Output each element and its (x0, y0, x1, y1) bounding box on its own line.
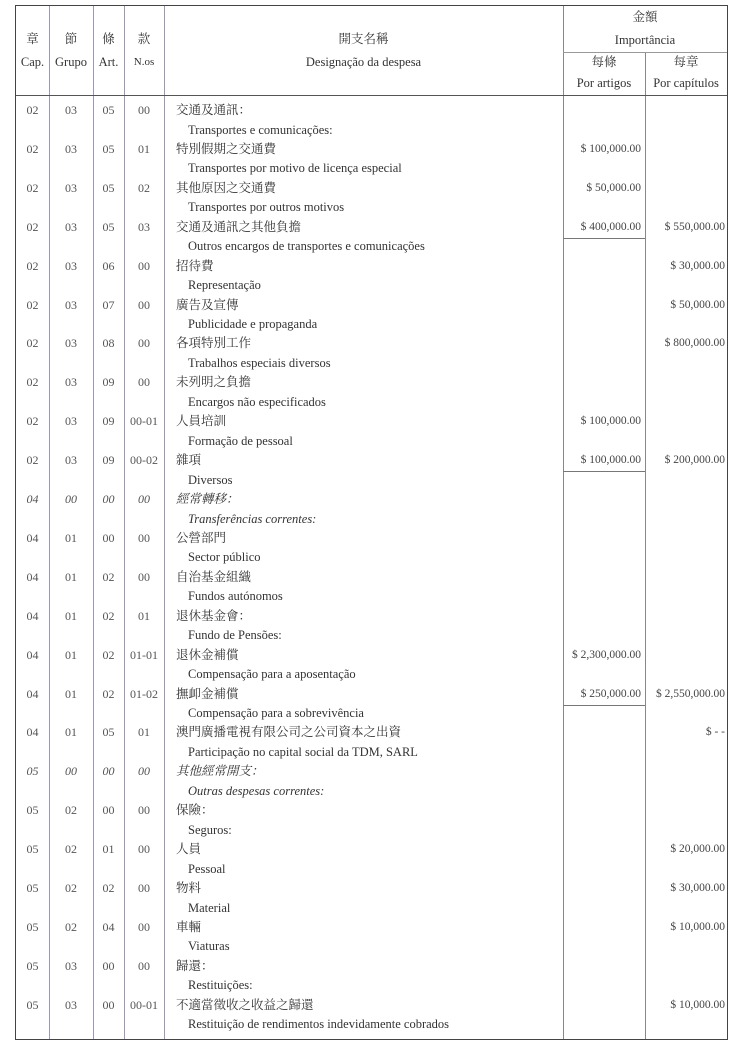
cell-n: 00 (138, 919, 150, 934)
cell-por-capitulo: $ 550,000.00 (664, 220, 725, 233)
cell-designacao (176, 140, 402, 179)
cell-art: 09 (102, 375, 115, 390)
cell-designacao (176, 451, 232, 490)
designacao-zh: 歸還： (176, 958, 214, 973)
cell-n: 00 (138, 297, 150, 312)
cell-grupo: 03 (65, 336, 77, 351)
designacao-zh: 不適當徵收之收益之歸還 (176, 997, 314, 1012)
cell-grupo: 03 (65, 258, 77, 273)
designacao-pt: Formação de pessoal (188, 433, 293, 448)
cell-designacao (176, 996, 449, 1035)
designacao-pt: Seguros: (188, 822, 232, 837)
header-art-zh: 條 (102, 32, 115, 46)
designacao-zh: 經常轉移： (176, 492, 239, 506)
cell-grupo: 02 (65, 881, 77, 895)
cell-designacao (176, 412, 293, 451)
cell-grupo: 01 (65, 647, 77, 662)
designacao-pt: Sector público (188, 550, 261, 565)
cell-art: 05 (102, 141, 115, 156)
designacao-pt: Representação (188, 278, 261, 293)
designacao-pt: Restituição de rendimentos indevidamente cobrados (188, 1017, 450, 1032)
header-grupo (49, 28, 93, 74)
designacao-zh: 物料 (176, 881, 202, 895)
header-designacao (164, 28, 563, 74)
table-row (16, 723, 729, 762)
cell-por-capitulo: $ 200,000.00 (664, 454, 725, 467)
header-por-artigos (563, 52, 645, 94)
table-row (16, 490, 729, 529)
cell-por-artigo: $ 50,000.00 (586, 181, 641, 194)
cell-cap: 02 (26, 180, 39, 195)
cell-cap: 04 (26, 608, 39, 623)
designacao-zh: 車輛 (176, 919, 202, 934)
table-row (16, 918, 729, 957)
header-por-capitulos-zh: 每章 (673, 55, 699, 69)
cell-cap: 05 (26, 842, 39, 857)
cell-por-capitulo: $ 800,000.00 (664, 337, 725, 350)
cell-designacao (176, 257, 261, 296)
cell-n: 01 (138, 608, 150, 623)
cell-grupo: 01 (65, 686, 77, 701)
table-row (16, 879, 729, 918)
cell-n: 00 (138, 258, 150, 273)
cell-designacao (176, 723, 418, 762)
table-row (16, 257, 729, 296)
header-designacao-zh: 開支名稱 (338, 32, 389, 46)
table-row (16, 607, 729, 646)
table-row (16, 957, 729, 996)
designacao-pt: Outras despesas correntes: (188, 783, 325, 798)
cell-designacao (176, 218, 425, 257)
table-row (16, 568, 729, 607)
cell-art: 00 (102, 958, 115, 973)
cell-cap: 05 (26, 764, 39, 779)
cell-art: 02 (102, 608, 115, 623)
cell-cap: 02 (26, 103, 39, 117)
cell-cap: 02 (26, 297, 39, 312)
cell-designacao (176, 296, 317, 335)
cell-art: 02 (102, 686, 115, 701)
cell-cap: 02 (26, 141, 39, 156)
designacao-pt: Publicidade e propaganda (188, 317, 318, 331)
table-row (16, 101, 729, 140)
header-por-capitulos-pt: Por capítulos (653, 76, 719, 90)
cell-designacao (176, 801, 232, 840)
cell-grupo: 03 (65, 414, 77, 429)
cell-designacao (176, 957, 253, 996)
cell-designacao (176, 607, 282, 646)
cell-grupo: 02 (65, 842, 77, 857)
designacao-zh: 交通及通訊之其他負擔 (176, 219, 302, 234)
designacao-pt: Fundo de Pensões: (188, 628, 282, 643)
cell-cap: 04 (26, 647, 39, 662)
designacao-zh: 其他經常開支： (176, 764, 264, 779)
cell-cap: 05 (26, 881, 39, 895)
cell-grupo: 03 (65, 958, 77, 973)
designacao-zh: 澳門廣播電視有限公司之公司資本之出資 (176, 725, 402, 740)
designacao-zh: 公營部門 (176, 530, 227, 545)
designacao-zh: 廣告及宣傳 (176, 297, 239, 312)
designacao-pt: Trabalhos especiais diversos (188, 355, 331, 370)
cell-cap: 02 (26, 453, 39, 468)
cell-n: 01 (138, 141, 150, 156)
cell-grupo: 03 (65, 297, 77, 312)
cell-art: 00 (102, 530, 115, 545)
table-row (16, 646, 729, 685)
cell-art: 00 (102, 803, 115, 818)
cell-cap: 05 (26, 997, 39, 1012)
cell-art: 02 (102, 881, 115, 895)
cell-designacao (176, 840, 226, 879)
cell-por-artigo: $ 400,000.00 (580, 220, 641, 233)
header-designacao-pt: Designação da despesa (305, 55, 422, 69)
cell-art: 02 (102, 647, 115, 662)
cell-cap: 02 (26, 336, 39, 351)
cell-cap: 02 (26, 375, 39, 390)
designacao-zh: 人員 (176, 842, 202, 857)
cell-grupo: 03 (65, 103, 77, 117)
cell-designacao (176, 334, 331, 373)
table-row (16, 373, 729, 412)
cell-art: 05 (102, 219, 115, 234)
table-row (16, 801, 729, 840)
cell-grupo: 01 (65, 530, 77, 545)
designacao-zh: 其他原因之交通費 (176, 180, 277, 195)
cell-art: 05 (102, 725, 115, 740)
subtotal-rule (563, 238, 645, 239)
table-row (16, 996, 729, 1035)
designacao-zh: 交通及通訊： (176, 103, 252, 117)
designacao-pt: Compensação para a sobrevivência (188, 706, 364, 720)
cell-por-artigo: $ 250,000.00 (580, 687, 641, 700)
designacao-zh: 特別假期之交通費 (176, 141, 277, 156)
cell-art: 05 (102, 103, 115, 117)
header-n-pt: N.os (133, 56, 155, 68)
cell-cap: 02 (26, 258, 39, 273)
cell-n: 00 (138, 764, 150, 779)
table-row (16, 334, 729, 373)
cell-cap: 05 (26, 958, 39, 973)
designacao-zh: 招待費 (176, 258, 214, 273)
cell-designacao (176, 918, 230, 957)
cell-designacao (176, 101, 333, 140)
designacao-pt: Viaturas (188, 939, 230, 954)
cell-designacao (176, 529, 261, 568)
designacao-pt: Pessoal (188, 861, 226, 876)
cell-n: 02 (138, 180, 150, 195)
cell-grupo: 03 (65, 219, 77, 234)
cell-cap: 04 (26, 569, 39, 584)
header-art-pt: Art. (98, 55, 119, 69)
cell-designacao (176, 373, 326, 412)
cell-n: 00 (138, 958, 150, 973)
cell-grupo: 03 (65, 375, 77, 390)
header-importancia-zh: 金額 (632, 10, 658, 24)
header-por-artigos-pt: Por artigos (576, 76, 632, 90)
cell-por-artigo: $ 100,000.00 (580, 415, 641, 428)
cell-cap: 05 (26, 919, 39, 934)
cell-grupo: 03 (65, 997, 77, 1012)
cell-n: 00 (138, 375, 150, 390)
header-art (93, 28, 124, 74)
table-row (16, 840, 729, 879)
header-cap-zh: 章 (26, 32, 39, 46)
table-row (16, 179, 729, 218)
cell-n: 01 (138, 725, 150, 740)
cell-cap: 02 (26, 414, 39, 429)
cell-art: 00 (102, 997, 115, 1012)
cell-por-capitulo: $ 30,000.00 (670, 259, 725, 272)
cell-grupo: 03 (65, 453, 77, 468)
designacao-zh: 保險： (176, 803, 214, 818)
cell-cap: 04 (26, 530, 39, 545)
header-grupo-pt: Grupo (55, 55, 87, 69)
cell-designacao (176, 685, 364, 724)
cell-art: 02 (102, 569, 115, 584)
cell-n: 00 (138, 842, 150, 857)
header-por-artigos-zh: 每條 (591, 55, 617, 69)
cell-grupo: 02 (65, 803, 77, 818)
cell-n: 00-02 (130, 453, 158, 468)
table-row (16, 529, 729, 568)
cell-art: 09 (102, 453, 115, 468)
designacao-pt: Encargos não especificados (188, 394, 326, 409)
designacao-pt: Material (188, 900, 231, 915)
cell-n: 00 (138, 103, 150, 117)
cell-art: 07 (102, 297, 115, 312)
cell-n: 00 (138, 569, 150, 584)
designacao-pt: Transportes por outros motivos (188, 200, 345, 215)
header-cap-pt: Cap. (20, 55, 45, 69)
cell-n: 00 (138, 336, 150, 351)
cell-por-artigo: $ 100,000.00 (580, 454, 641, 467)
designacao-pt: Participação no capital social da TDM, SARL (188, 744, 418, 759)
header-cap (16, 28, 49, 74)
designacao-pt: Transportes e comunicações: (188, 122, 333, 137)
cell-art: 04 (102, 919, 115, 934)
header-por-capitulos (645, 52, 727, 94)
cell-por-artigo: $ 2,300,000.00 (572, 648, 641, 661)
header-importancia (563, 6, 727, 52)
cell-grupo: 00 (65, 764, 77, 779)
cell-n: 01-02 (130, 686, 158, 701)
cell-grupo: 01 (65, 608, 77, 623)
cell-por-capitulo: $ 2,550,000.00 (656, 687, 725, 700)
cell-por-capitulo: $ 50,000.00 (670, 298, 725, 311)
cell-n: 01-01 (130, 647, 158, 662)
cell-art: 08 (102, 336, 115, 351)
cell-cap: 04 (26, 725, 39, 740)
cell-por-capitulo: $ 10,000.00 (670, 920, 725, 933)
cell-designacao (176, 879, 230, 918)
cell-art: 06 (102, 258, 115, 273)
table-row (16, 762, 729, 801)
cell-grupo: 00 (65, 492, 77, 506)
cell-designacao (176, 646, 356, 685)
header-importancia-pt: Importância (614, 33, 676, 47)
designacao-zh: 自治基金組織 (176, 569, 252, 584)
cell-art: 00 (102, 764, 115, 779)
cell-grupo: 03 (65, 180, 77, 195)
cell-grupo: 02 (65, 919, 77, 934)
cell-n: 00 (138, 530, 150, 545)
subtotal-rule (563, 471, 645, 472)
designacao-pt: Transportes por motivo de licença especial (188, 161, 402, 176)
table-row (16, 140, 729, 179)
cell-designacao (176, 490, 316, 529)
header-n (124, 28, 164, 74)
cell-n: 00 (138, 492, 150, 506)
cell-art: 01 (102, 842, 115, 857)
header-grupo-zh: 節 (64, 32, 78, 46)
designacao-zh: 撫卹金補償 (176, 686, 239, 701)
cell-designacao (176, 568, 283, 607)
table-row (16, 296, 729, 335)
designacao-pt: Restituições: (188, 978, 253, 993)
cell-por-capitulo: $ 30,000.00 (670, 882, 725, 894)
cell-art: 09 (102, 414, 115, 429)
designacao-zh: 各項特別工作 (176, 336, 252, 351)
designacao-zh: 未列明之負擔 (176, 375, 252, 390)
cell-art: 00 (102, 492, 115, 506)
cell-grupo: 01 (65, 569, 77, 584)
subtotal-rule (563, 705, 645, 706)
cell-cap: 05 (26, 803, 39, 818)
cell-grupo: 01 (65, 725, 77, 740)
header-divider (16, 95, 727, 96)
table-row (16, 412, 729, 451)
cell-n: 03 (138, 219, 150, 234)
designacao-pt: Compensação para a aposentação (188, 667, 356, 682)
designacao-pt: Transferências correntes: (188, 511, 317, 526)
designacao-zh: 退休金補償 (176, 647, 239, 662)
designacao-pt: Fundos autónomos (188, 589, 283, 604)
cell-cap: 02 (26, 219, 39, 234)
header-n-zh: 款 (137, 32, 151, 46)
cell-designacao (176, 762, 324, 801)
designacao-pt: Diversos (188, 472, 233, 487)
cell-n: 00 (138, 803, 150, 818)
cell-por-capitulo: $ - - (705, 726, 725, 739)
budget-table (15, 5, 728, 1040)
cell-grupo: 03 (65, 141, 77, 156)
cell-cap: 04 (26, 492, 39, 506)
designacao-zh: 人員培訓 (176, 414, 227, 429)
cell-n: 00 (138, 881, 150, 895)
cell-n: 00-01 (130, 997, 158, 1012)
cell-cap: 04 (26, 686, 39, 701)
cell-n: 00-01 (130, 414, 158, 429)
cell-por-artigo: $ 100,000.00 (580, 142, 641, 155)
designacao-zh: 雜項 (176, 453, 202, 468)
designacao-pt: Outros encargos de transportes e comunicações (188, 239, 425, 254)
cell-por-capitulo: $ 10,000.00 (670, 998, 725, 1011)
cell-por-capitulo: $ 20,000.00 (670, 843, 725, 856)
cell-art: 05 (102, 180, 115, 195)
cell-designacao (176, 179, 344, 218)
designacao-zh: 退休基金會： (176, 608, 252, 623)
